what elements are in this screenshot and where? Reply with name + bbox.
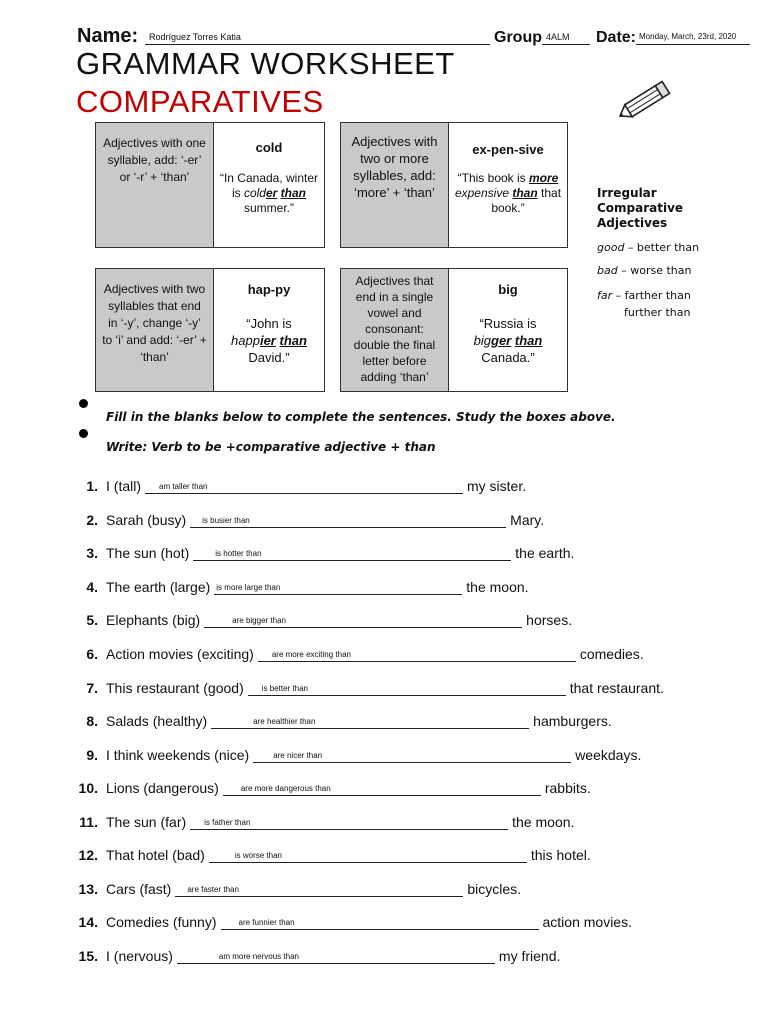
rule-text: Adjectives with two syllables that end in ‘-y’, change ‘-y’ to ‘i’ and add: ‘-er’ + ‘than’ <box>96 269 214 391</box>
exercise-ending: my sister. <box>467 478 527 494</box>
exercise-row <box>70 810 574 830</box>
exercise-number: 7. <box>86 680 98 696</box>
answer-blank[interactable] <box>175 882 463 897</box>
exercise-row <box>70 877 521 897</box>
exercise-prompt: Action movies (exciting) <box>106 646 254 662</box>
exercise-number: 1. <box>86 478 98 494</box>
exercise-prompt: That hotel (bad) <box>106 847 205 863</box>
exercise-prompt: The sun (far) <box>106 814 187 830</box>
date-value: Monday, March, 23rd, 2020 <box>639 32 737 41</box>
answer-blank[interactable] <box>193 546 511 561</box>
answer-text: are more exciting than <box>271 650 351 659</box>
answer-blank[interactable] <box>204 613 522 628</box>
answer-text: is hotter than <box>215 549 262 558</box>
group-field[interactable] <box>542 30 590 45</box>
exercise-row <box>70 541 574 561</box>
worksheet-title: GRAMMAR WORKSHEET <box>76 46 455 81</box>
name-value: Rodríguez Torres Katia <box>149 32 241 42</box>
exercise-prompt: Sarah (busy) <box>106 512 187 528</box>
answer-blank[interactable] <box>248 681 566 696</box>
example-word: big <box>498 282 518 297</box>
exercise-number: 6. <box>86 646 98 662</box>
exercise-ending: weekdays. <box>575 747 642 763</box>
exercise-ending: bicycles. <box>467 881 522 897</box>
exercise-prompt: Elephants (big) <box>106 612 201 628</box>
exercise-number: 5. <box>86 612 98 628</box>
answer-text: is worse than <box>234 851 282 860</box>
exercise-prompt: This restaurant (good) <box>106 680 244 696</box>
answer-text: is better than <box>261 684 308 693</box>
answer-text: is busier than <box>202 516 250 525</box>
answer-blank[interactable] <box>211 714 529 729</box>
answer-blank[interactable] <box>253 748 571 763</box>
rule-box-one-syllable <box>95 122 325 248</box>
exercise-row <box>70 843 591 863</box>
exercise-prompt: I (nervous) <box>106 948 173 964</box>
answer-text: are more dangerous than <box>240 784 331 793</box>
exercise-ending: action movies. <box>542 914 632 930</box>
rule-text: Adjectives with two or more syllables, add: ‘more’ + ‘than’ <box>341 123 449 247</box>
example-sentence: “In Canada, winter is colder than summer.” <box>219 171 319 215</box>
exercise-prompt: The earth (large) <box>106 579 211 595</box>
exercise-row <box>70 709 612 729</box>
example-word: ex-pen-sive <box>472 142 544 157</box>
answer-text: is father than <box>204 818 251 827</box>
exercise-row <box>70 642 644 662</box>
irregular-item: good – better than <box>597 241 700 254</box>
example-word: cold <box>255 140 283 155</box>
instruction-2: Write: Verb to be +comparative adjective + than <box>106 440 436 454</box>
rule-text: Adjectives that end in a single vowel and consonant: double the final letter before adding ‘than’ <box>341 269 449 391</box>
exercise-ending: that restaurant. <box>569 680 664 696</box>
exercise-prompt: I think weekends (nice) <box>106 747 250 763</box>
answer-text: are nicer than <box>273 751 323 760</box>
answer-text: am taller than <box>159 482 208 491</box>
instruction-1: Fill in the blanks below to complete the sentences. Study the boxes above. <box>106 410 616 424</box>
answer-text: are bigger than <box>232 616 286 625</box>
exercise-row <box>70 575 529 595</box>
pencil-icon <box>616 80 676 122</box>
exercise-ending: horses. <box>526 612 573 628</box>
bullet-icon <box>79 429 88 438</box>
exercise-ending: the moon. <box>512 814 575 830</box>
name-field[interactable] <box>145 30 490 45</box>
exercise-ending: this hotel. <box>530 847 591 863</box>
answer-blank[interactable] <box>145 479 463 494</box>
rule-box-ending-y <box>95 268 325 392</box>
exercise-prompt: I (tall) <box>106 478 141 494</box>
answer-text: is more large than <box>216 583 281 592</box>
exercise-prompt: Comedies (funny) <box>106 914 217 930</box>
irregular-item: far – farther than <box>597 289 691 302</box>
exercise-row <box>70 676 664 696</box>
exercise-row <box>70 743 641 763</box>
exercise-prompt: Salads (healthy) <box>106 713 208 729</box>
answer-blank[interactable] <box>177 949 495 964</box>
exercise-row <box>70 608 572 628</box>
group-value: 4ALM <box>546 32 570 42</box>
rule-box-double-consonant <box>340 268 568 392</box>
exercise-number: 4. <box>86 579 98 595</box>
exercise-ending: the earth. <box>515 545 575 561</box>
answer-blank[interactable] <box>209 848 527 863</box>
irregular-title: Irregular Comparative Adjectives <box>597 186 684 230</box>
example-sentence: “Russia is bigger than Canada.” <box>473 316 543 365</box>
exercise-number: 15. <box>78 948 98 964</box>
name-label: Name: <box>77 25 139 47</box>
date-field[interactable] <box>636 30 750 45</box>
date-label: Date: <box>596 29 637 46</box>
exercise-ending: my friend. <box>498 948 561 964</box>
rule-box-two-plus-syllables <box>340 122 568 248</box>
group-label: Group <box>494 29 542 46</box>
answer-blank[interactable] <box>190 815 508 830</box>
answer-blank[interactable] <box>214 580 462 595</box>
answer-text: are faster than <box>187 885 239 894</box>
exercise-row <box>70 508 544 528</box>
exercise-number: 8. <box>86 713 98 729</box>
answer-blank[interactable] <box>190 513 506 528</box>
exercise-row <box>70 474 526 494</box>
exercise-number: 14. <box>78 914 98 930</box>
exercise-ending: Mary. <box>510 512 545 528</box>
bullet-icon <box>79 399 88 408</box>
answer-blank[interactable] <box>258 647 576 662</box>
answer-text: am more nervous than <box>218 952 299 961</box>
irregular-item-extra: further than <box>624 306 691 319</box>
example-word: hap-py <box>247 282 291 297</box>
exercise-number: 2. <box>86 512 98 528</box>
answer-text: are healthier than <box>253 717 316 726</box>
answer-blank[interactable] <box>221 915 539 930</box>
rule-text: Adjectives with one syllable, add: ‘-er’ or ‘-r’ + ‘than’ <box>96 123 214 247</box>
exercise-row <box>70 944 560 964</box>
exercise-ending: rabbits. <box>544 780 591 796</box>
exercise-number: 9. <box>86 747 98 763</box>
exercise-prompt: The sun (hot) <box>106 545 190 561</box>
exercise-number: 12. <box>78 847 98 863</box>
example-sentence: “John is happier than David.” <box>231 316 307 365</box>
exercise-ending: hamburgers. <box>533 713 612 729</box>
exercise-number: 3. <box>86 545 98 561</box>
exercise-row <box>70 910 632 930</box>
answer-blank[interactable] <box>223 781 541 796</box>
example-sentence: “This book is more expensive than that book.” <box>454 171 562 215</box>
exercise-ending: the moon. <box>466 579 529 595</box>
worksheet-subtitle: COMPARATIVES <box>76 84 324 119</box>
exercise-number: 13. <box>78 881 98 897</box>
exercise-number: 10. <box>78 780 98 796</box>
irregular-item: bad – worse than <box>597 264 692 277</box>
exercise-ending: comedies. <box>579 646 644 662</box>
exercise-prompt: Lions (dangerous) <box>106 780 219 796</box>
answer-text: are funnier than <box>238 918 295 927</box>
exercise-row <box>70 776 591 796</box>
exercise-number: 11. <box>79 814 98 830</box>
exercise-prompt: Cars (fast) <box>106 881 172 897</box>
